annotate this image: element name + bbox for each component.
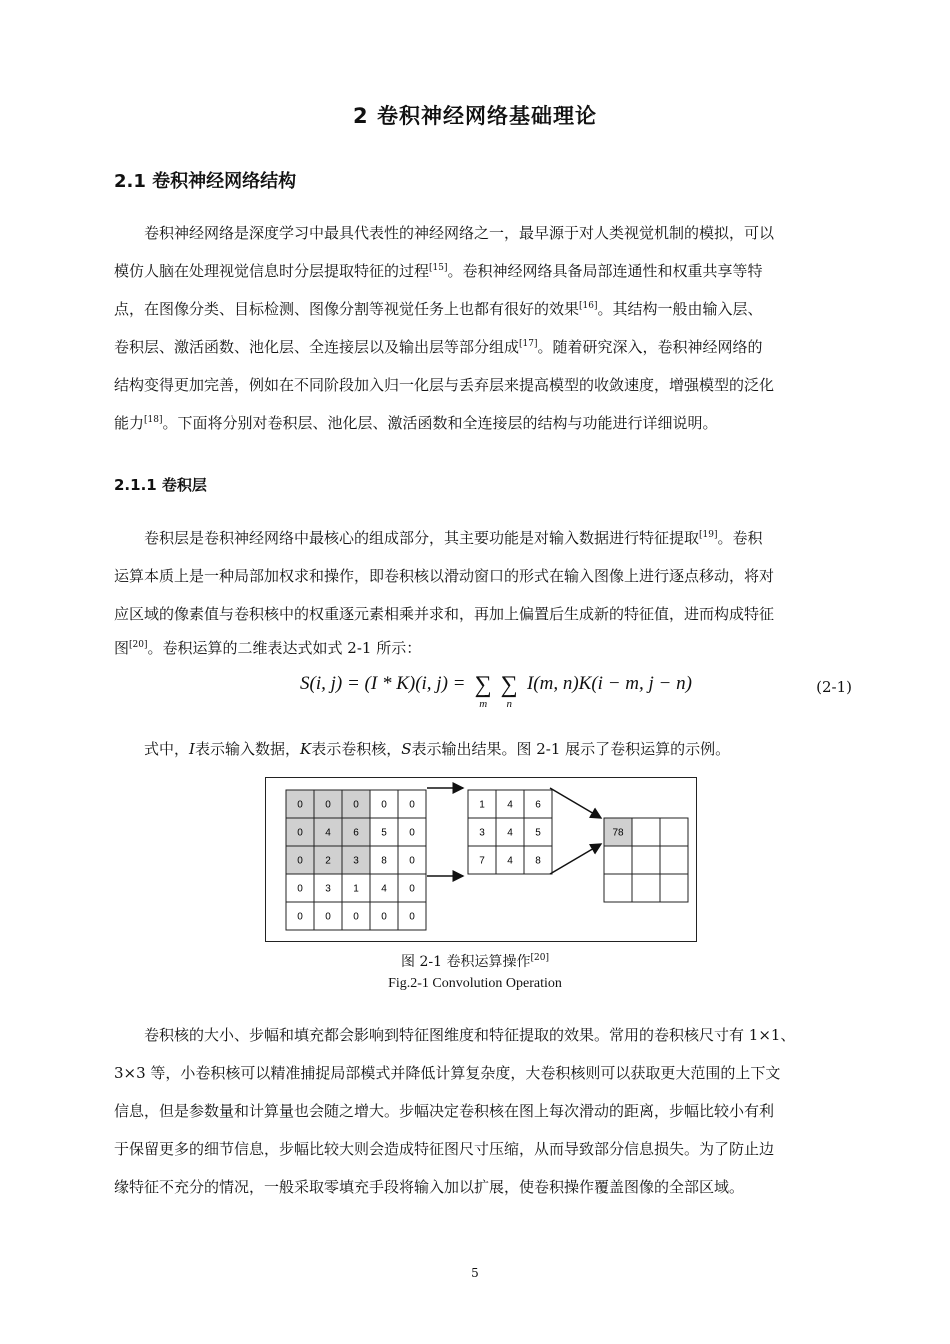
chapter-title: 2 卷积神经网络基础理论 (353, 104, 597, 128)
text-line: 模仿人脑在处理视觉信息时分层提取特征的过程[15]。卷积神经网络具备局部连通性和权重共享等特 (114, 262, 763, 280)
figure-caption-cn: 图 2-1 卷积运算操作[20] (401, 953, 549, 970)
kernel-cell-value: 7 (479, 855, 485, 867)
output-grid (604, 818, 688, 902)
input-cell-value: 0 (325, 799, 331, 811)
subsection-title: 2.1.1 卷积层 (114, 476, 207, 494)
arrow-to-output-top (550, 788, 601, 818)
equation-block (114, 668, 852, 720)
text-line: 缘特征不充分的情况，一般采取零填充手段将输入加以扩展，使卷积操作覆盖图像的全部区域。 (114, 1178, 745, 1196)
citation: [19] (699, 530, 718, 540)
page-number: 5 (471, 1266, 479, 1280)
text-line: 图[20]。卷积运算的二维表达式如式 2-1 所示： (114, 639, 422, 657)
text-line: 卷积层、激活函数、池化层、全连接层以及输出层等部分组成[17]。随着研究深入，卷积神经网络的 (114, 338, 763, 356)
section-title: 2.1 卷积神经网络结构 (114, 171, 297, 192)
kernel-cell-value: 8 (535, 855, 541, 867)
kernel-cell-value: 6 (535, 799, 541, 811)
kernel-cell-value: 4 (507, 799, 513, 811)
citation: [16] (579, 301, 598, 311)
paragraph-variables: 式中，I表示输入数据，K表示卷积核，S表示输出结果。图 2-1 展示了卷积运算的示例。 (144, 740, 731, 758)
text-line: 于保留更多的细节信息，步幅比较大则会造成特征图尺寸压缩，从而导致部分信息损失。为了防止边 (114, 1140, 775, 1158)
output-cell (632, 846, 660, 874)
citation: [20] (530, 953, 549, 963)
convolution-diagram (266, 778, 695, 940)
input-cell-value: 0 (297, 911, 303, 923)
paragraph-kernel-params (114, 1016, 852, 1206)
output-cell (604, 846, 632, 874)
kernel-cell-value: 4 (507, 827, 513, 839)
citation: [15] (429, 263, 448, 273)
input-cell-value: 1 (353, 883, 359, 895)
output-cell (604, 874, 632, 902)
input-cell-value: 0 (381, 799, 387, 811)
output-cell (632, 874, 660, 902)
citation: [20] (129, 640, 148, 650)
sum-symbol-m: ∑ m (474, 672, 492, 710)
kernel-grid (468, 790, 552, 874)
input-cell-value: 0 (381, 911, 387, 923)
output-cell-value: 78 (612, 827, 624, 839)
input-cell-value: 3 (353, 855, 359, 867)
input-cell-value: 0 (297, 883, 303, 895)
text-line: 点，在图像分类、目标检测、图像分割等视觉任务上也都有很好的效果[16]。其结构一般由输入层、 (114, 300, 763, 318)
input-cell-value: 0 (297, 799, 303, 811)
input-cell-value: 4 (381, 883, 387, 895)
input-cell-value: 6 (353, 827, 359, 839)
input-cell-value: 0 (409, 883, 415, 895)
text-line: 卷积神经网络是深度学习中最具代表性的神经网络之一，最早源于对人类视觉机制的模拟，可以 (144, 224, 775, 242)
text-line: 3×3 等，小卷积核可以精准捕捉局部模式并降低计算复杂度，大卷积核则可以获取更大范围的上下文 (114, 1064, 781, 1082)
text-line: 结构变得更加完善，例如在不同阶段加入归一化层与丢弃层来提高模型的收敛速度，增强模型的泛化 (114, 376, 775, 394)
input-cell-value: 8 (381, 855, 387, 867)
input-cell-value: 0 (409, 855, 415, 867)
input-cell-value: 0 (353, 799, 359, 811)
input-grid (286, 790, 426, 930)
figure-caption-en: Fig.2-1 Convolution Operation (388, 976, 562, 991)
input-cell-value: 2 (325, 855, 331, 867)
arrow-to-output-bottom (550, 844, 601, 874)
sum-symbol-n: ∑ n (500, 672, 518, 710)
input-cell-value: 0 (409, 799, 415, 811)
kernel-cell-value: 5 (535, 827, 541, 839)
citation: [17] (519, 339, 538, 349)
kernel-cell-value: 1 (479, 799, 485, 811)
input-cell-value: 4 (325, 827, 331, 839)
input-cell-value: 0 (297, 855, 303, 867)
paragraph-conv-layer (114, 519, 852, 663)
output-cell (632, 818, 660, 846)
input-cell-value: 0 (325, 911, 331, 923)
input-cell-value: 5 (381, 827, 387, 839)
input-cell-value: 0 (353, 911, 359, 923)
equation-number: (2-1) (816, 678, 852, 696)
input-cell-value: 0 (297, 827, 303, 839)
text-line: 卷积核的大小、步幅和填充都会影响到特征图维度和特征提取的效果。常用的卷积核尺寸有 1×1、 (144, 1026, 796, 1044)
output-cell (660, 818, 688, 846)
text-line: 应区域的像素值与卷积核中的权重逐元素相乘并求和，再加上偏置后生成新的特征值，进而构成特征 (114, 605, 775, 623)
input-cell-value: 0 (409, 911, 415, 923)
convolution-equation: S(i, j) = (I * K)(i, j) = ∑ m ∑ n I(m, n)K(i − m, j − n) (300, 672, 692, 710)
output-cell (660, 846, 688, 874)
input-cell-value: 3 (325, 883, 331, 895)
input-cell-value: 0 (409, 827, 415, 839)
kernel-cell-value: 4 (507, 855, 513, 867)
text-line: 卷积层是卷积神经网络中最核心的组成部分，其主要功能是对输入数据进行特征提取[19]。卷积 (144, 529, 763, 547)
paragraph-intro (114, 214, 852, 442)
output-cell (660, 874, 688, 902)
convolution-figure (265, 777, 697, 942)
text-line: 运算本质上是一种局部加权求和操作，即卷积核以滑动窗口的形式在输入图像上进行逐点移动，将对 (114, 567, 775, 585)
citation: [18] (144, 415, 163, 425)
kernel-cell-value: 3 (479, 827, 485, 839)
text-line: 信息，但是参数量和计算量也会随之增大。步幅决定卷积核在图上每次滑动的距离，步幅比较小有利 (114, 1102, 775, 1120)
text-line: 能力[18]。下面将分别对卷积层、池化层、激活函数和全连接层的结构与功能进行详细说明。 (114, 414, 718, 432)
